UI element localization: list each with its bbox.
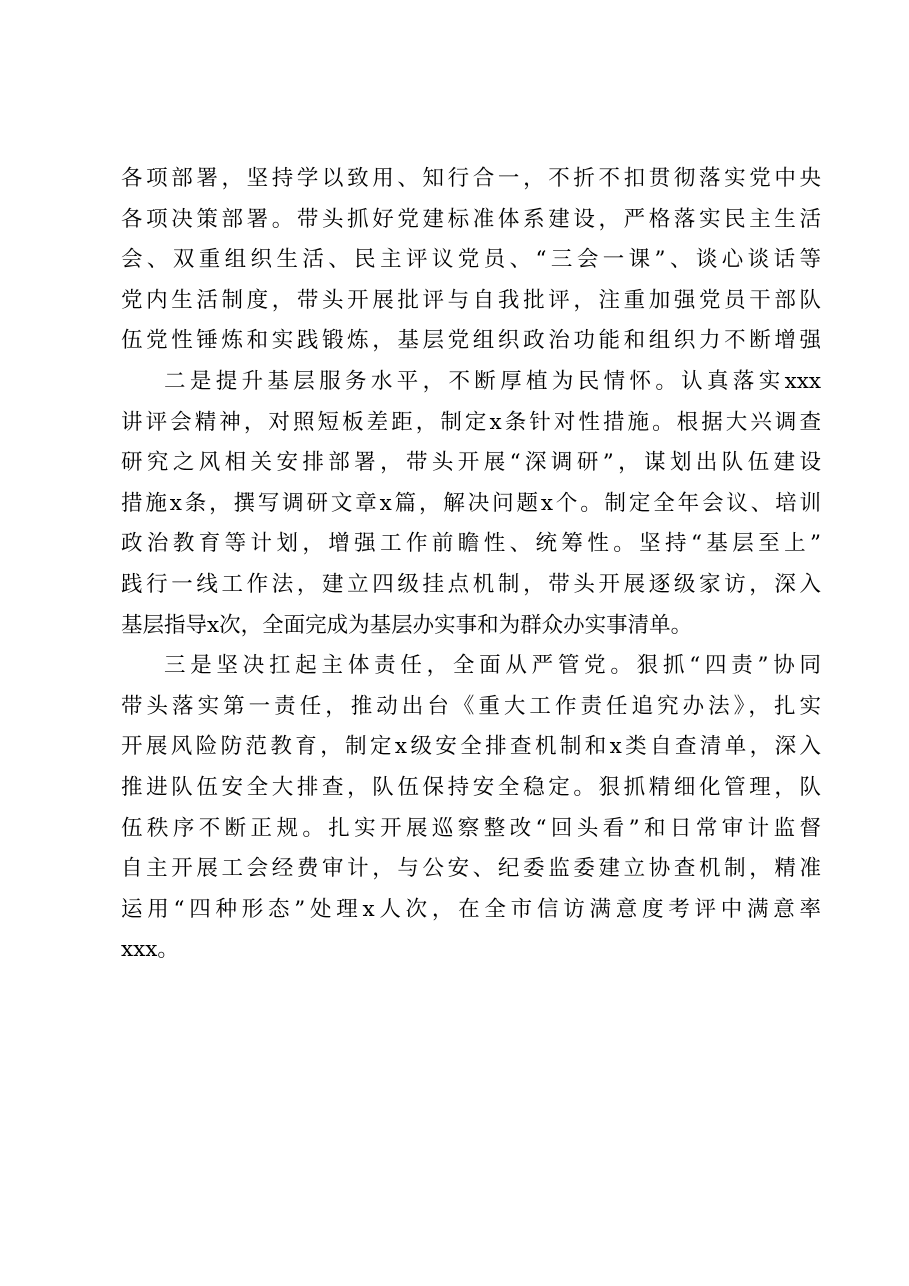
text-line: 讲评会精神，对照短板差距，制定x条针对性措施。根据大兴调查 bbox=[121, 409, 821, 435]
text-line: xxx。 bbox=[121, 937, 179, 963]
text-line: 践行一线工作法，建立四级挂点机制，带头开展逐级家访，深入 bbox=[121, 571, 821, 597]
text-line: 二是提升基层服务水平，不断厚植为民情怀。认真落实xxx bbox=[164, 368, 821, 394]
text-line: 伍秩序不断正规。扎实开展巡察整改“回头看”和日常审计监督 bbox=[121, 815, 821, 841]
paragraph-party-building bbox=[121, 159, 821, 362]
paragraph-grassroots-service bbox=[121, 362, 821, 646]
text-line: 推进队伍安全大排查，队伍保持安全稳定。狠抓精细化管理，队 bbox=[121, 774, 821, 800]
text-line: 三是坚决扛起主体责任，全面从严管党。狠抓“四责”协同 bbox=[164, 653, 821, 679]
text-line: 带头落实第一责任，推动出台《重大工作责任追究办法》，扎实 bbox=[121, 693, 821, 719]
text-line: 措施x条，撰写调研文章x篇，解决问题x个。制定全年会议、培训 bbox=[121, 490, 821, 516]
text-line: 开展风险防范教育，制定x级安全排查机制和x类自查清单，深入 bbox=[121, 734, 821, 760]
text-line: 党内生活制度，带头开展批评与自我批评，注重加强党员干部队 bbox=[121, 287, 821, 313]
text-line: 自主开展工会经费审计，与公安、纪委监委建立协查机制，精准 bbox=[121, 856, 821, 882]
text-line: 政治教育等计划，增强工作前瞻性、统筹性。坚持“基层至上” bbox=[121, 531, 821, 557]
text-line: 伍党性锤炼和实践锻炼，基层党组织政治功能和组织力不断增强 bbox=[121, 328, 821, 354]
text-line: 基层指导x次，全面完成为基层办实事和为群众办实事清单。 bbox=[121, 612, 693, 638]
text-line: 研究之风相关安排部署，带头开展“深调研”，谋划出队伍建设 bbox=[121, 450, 821, 476]
document-body bbox=[121, 159, 821, 971]
text-line: 各项决策部署。带头抓好党建标准体系建设，严格落实民主生活 bbox=[121, 206, 821, 232]
text-line: 各项部署，坚持学以致用、知行合一，不折不扣贯彻落实党中央 bbox=[121, 166, 821, 191]
text-line: 会、双重组织生活、民主评议党员、“三会一课”、谈心谈话等 bbox=[121, 247, 821, 273]
paragraph-main-responsibility bbox=[121, 646, 821, 971]
text-line: 运用“四种形态”处理x人次，在全市信访满意度考评中满意率 bbox=[121, 896, 821, 922]
